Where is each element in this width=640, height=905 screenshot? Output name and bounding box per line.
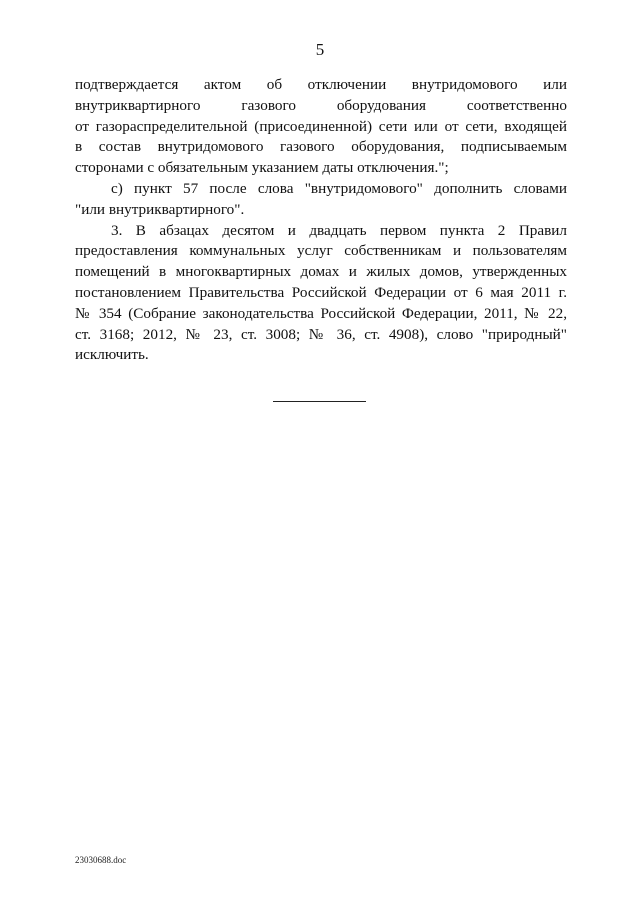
paragraph-3-line-6: ст. 3168; 2012, № 23, ст. 3008; № 36, ст. 4908), слово "природный" (75, 325, 567, 343)
paragraph-3-line-4: постановлением Правительства Российской Федерации от 6 мая 2011 г. (75, 283, 567, 301)
paragraph-1-line-1: подтверждается актом об отключении внутридомового или (75, 76, 567, 93)
paragraph-3-line-5: № 354 (Собрание законодательства Российской Федерации, 2011, № 22, (75, 304, 567, 322)
paragraph-3-line-1: 3. В абзацах десятом и двадцать первом пункта 2 Правил (111, 221, 567, 239)
document-body (75, 75, 567, 366)
paragraph-3-line-2: предоставления коммунальных услуг собственникам и пользователям (75, 242, 567, 260)
end-divider (273, 401, 366, 402)
paragraph-2-line-2: "или внутриквартирного". (75, 200, 245, 218)
paragraph-1-line-2: внутриквартирного газового оборудования соответственно (75, 96, 567, 114)
paragraph-2-line-1: с) пункт 57 после слова "внутридомового" дополнить словами (111, 179, 567, 197)
paragraph-1-line-3: от газораспределительной (присоединенной) сети или от сети, входящей (75, 117, 567, 135)
paragraph-3-line-7: исключить. (75, 346, 149, 364)
page-number: 5 (315, 40, 325, 59)
paragraph-1-line-5: сторонами с обязательным указанием даты отключения."; (75, 159, 449, 177)
footer-file-name: 23030688.doc (75, 855, 127, 865)
paragraph-1-line-4: в состав внутридомового газового оборудования, подписываемым (75, 138, 567, 156)
paragraph-3-line-3: помещений в многоквартирных домах и жилых домов, утвержденных (75, 263, 567, 281)
